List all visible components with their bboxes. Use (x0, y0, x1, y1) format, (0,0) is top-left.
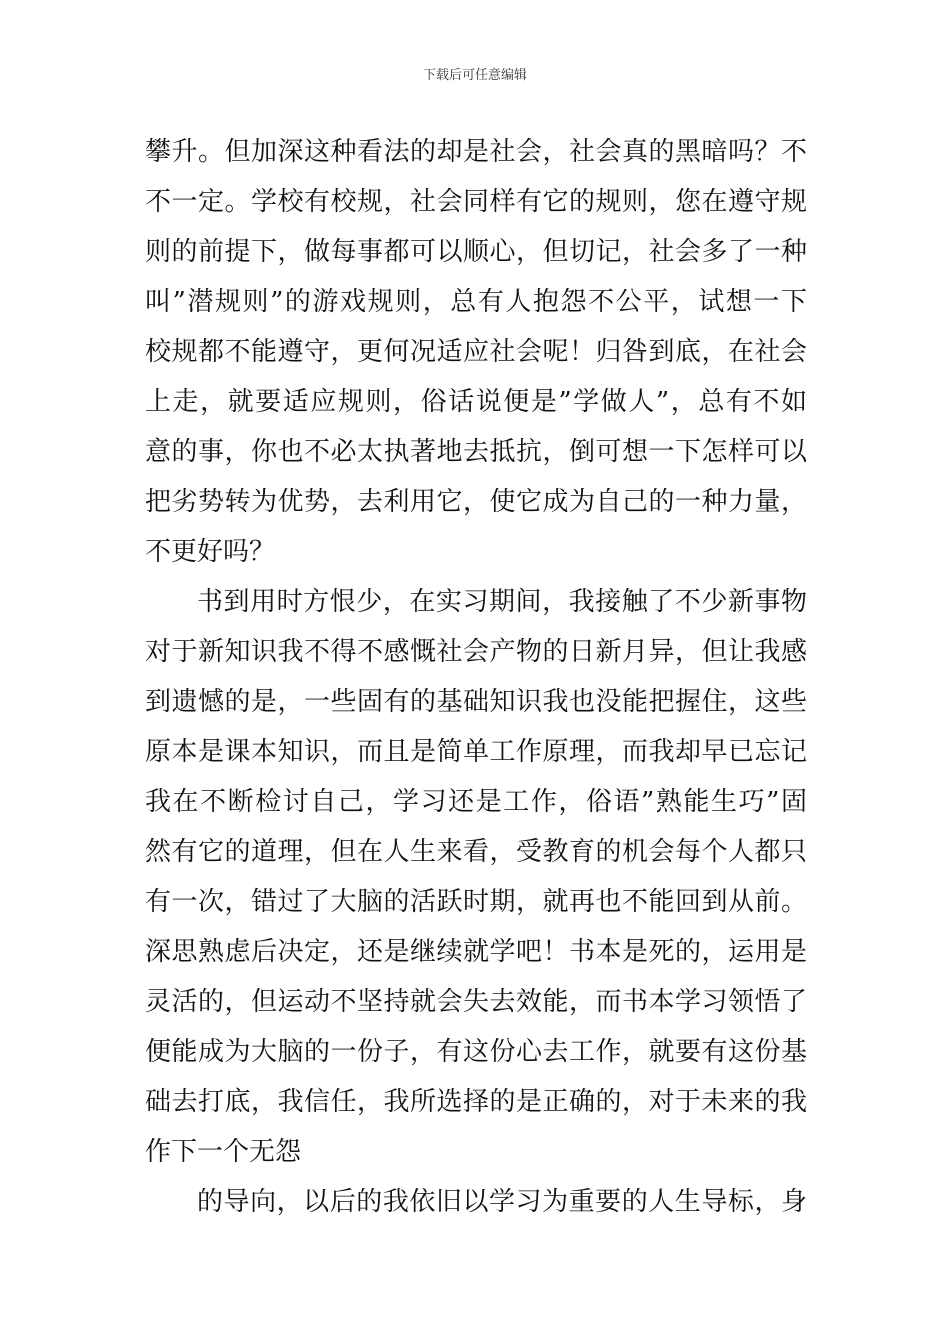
text-line: 上走，就要适应规则，俗话说便是”学做人”，总有不如 (145, 387, 807, 417)
text-line: 的导向，以后的我依旧以学习为重要的人生导标，身 (197, 1187, 807, 1217)
page-header: 下载后可任意编辑 (422, 68, 527, 83)
text-line: 作下一个无怨 (145, 1137, 302, 1167)
text-line: 书到用时方恨少，在实习期间，我接触了不少新事物 (197, 587, 807, 617)
text-line: 校规都不能遵守，更何况适应社会呢！归咎到底，在社会 (145, 337, 807, 367)
text-line: 把劣势转为优势，去利用它，使它成为自己的一种力量， (145, 487, 807, 517)
text-line: 原本是课本知识，而且是简单工作原理，而我却早已忘记 (145, 737, 807, 767)
text-line: 然有它的道理，但在人生来看，受教育的机会每个人都只 (145, 837, 807, 867)
text-line: 不一定。学校有校规，社会同样有它的规则，您在遵守规 (145, 187, 807, 217)
text-line: 意的事，你也不必太执著地去抵抗，倒可想一下怎样可以 (145, 437, 807, 467)
text-line: 对于新知识我不得不感慨社会产物的日新月异，但让我感 (145, 637, 807, 667)
text-line: 我在不断检讨自己，学习还是工作，俗语”熟能生巧”固 (145, 787, 807, 817)
text-line: 有一次，错过了大脑的活跃时期，就再也不能回到从前。 (145, 887, 807, 917)
text-line: 础去打底，我信任，我所选择的是正确的，对于未来的我 (145, 1087, 807, 1117)
text-line: 深思熟虑后决定，还是继续就学吧！书本是死的，运用是 (145, 937, 807, 967)
text-line: 不更好吗？ (145, 537, 276, 567)
text-line: 则的前提下，做每事都可以顺心，但切记，社会多了一种 (145, 237, 807, 267)
text-line: 叫”潜规则”的游戏规则，总有人抱怨不公平，试想一下 (145, 287, 807, 317)
text-line: 到遗憾的是，一些固有的基础知识我也没能把握住，这些 (145, 687, 807, 717)
text-line: 攀升。但加深这种看法的却是社会，社会真的黑暗吗？不 (145, 137, 807, 167)
text-line: 便能成为大脑的一份子，有这份心去工作，就要有这份基 (145, 1037, 807, 1067)
text-line: 灵活的，但运动不坚持就会失去效能，而书本学习领悟了 (145, 987, 807, 1017)
